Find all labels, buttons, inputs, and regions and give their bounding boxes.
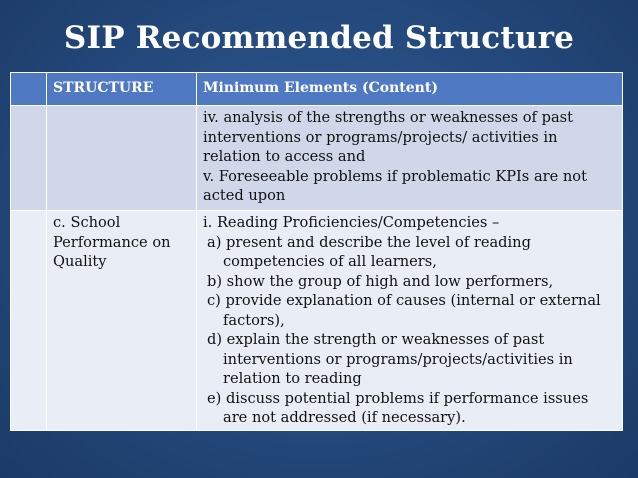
row1-structure-cell bbox=[47, 106, 197, 211]
row2-blank-cell bbox=[11, 211, 47, 431]
slide-title: SIP Recommended Structure bbox=[63, 20, 575, 56]
table-row bbox=[11, 106, 623, 211]
content-sub-item: c) provide explanation of causes (internal or external factors), bbox=[207, 292, 601, 329]
header-structure: STRUCTURE bbox=[47, 73, 197, 106]
content-sub-item: b) show the group of high and low performers, bbox=[207, 272, 554, 290]
content-sub-item: e) discuss potential problems if performance issues are not addressed (if necessary). bbox=[207, 389, 589, 426]
table-row bbox=[11, 211, 623, 431]
content-sub-item: d) explain the strength or weaknesses of past interventions or programs/projects/activities in relation to reading bbox=[207, 331, 573, 387]
content-line: v. Foreseeable problems if problematic KPIs are not acted upon bbox=[203, 167, 587, 204]
content-line: iv. analysis of the strengths or weaknesses of past interventions or programs/projects/ activities in relation to access and bbox=[203, 109, 573, 165]
row2-content-cell bbox=[197, 211, 623, 431]
content-heading: i. Reading Proficiencies/Competencies – bbox=[203, 214, 500, 231]
header-minimum-elements: Minimum Elements (Content) bbox=[197, 73, 623, 106]
row1-blank-cell bbox=[11, 106, 47, 211]
content-sub-item: a) present and describe the level of reading competencies of all learners, bbox=[207, 233, 531, 270]
row1-content-cell bbox=[197, 106, 623, 211]
header-blank bbox=[11, 73, 47, 106]
table-header-row bbox=[11, 73, 623, 106]
row2-structure-cell: c. School Performance on Quality bbox=[47, 211, 197, 431]
sip-structure-table bbox=[10, 72, 623, 431]
